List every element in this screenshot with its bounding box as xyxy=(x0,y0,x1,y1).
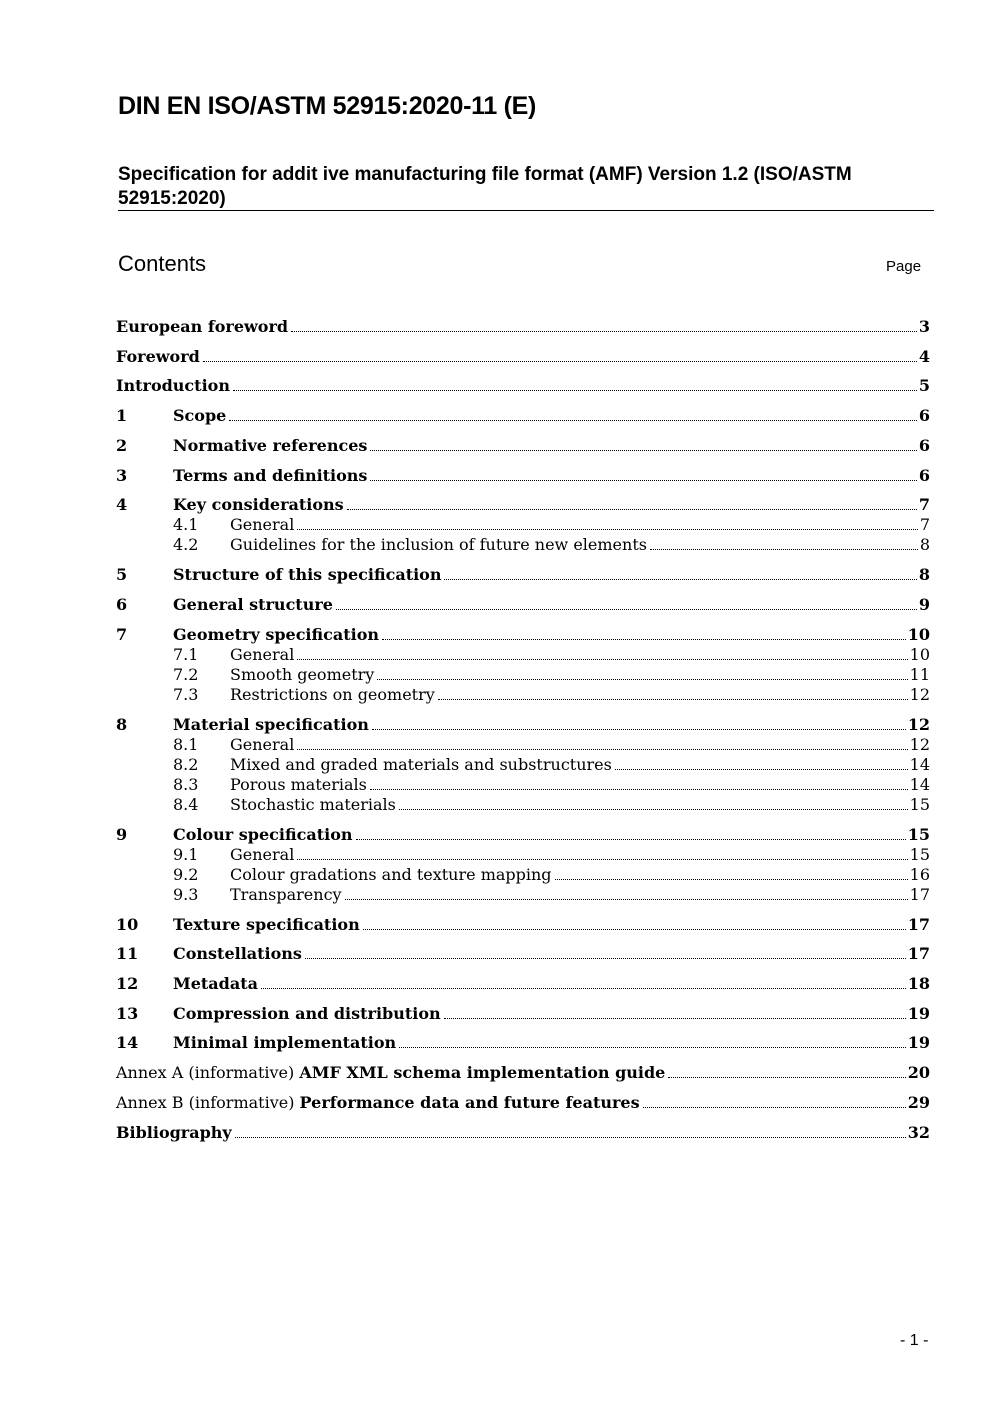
toc-entry-page: 4 xyxy=(918,346,930,366)
toc-entry[interactable] xyxy=(116,943,930,965)
toc-entry-number: 8.3 xyxy=(173,774,199,794)
toc-entry-number: 7 xyxy=(116,624,128,644)
toc-entry-number: 8.1 xyxy=(173,734,199,754)
toc-entry[interactable] xyxy=(116,775,930,795)
dot-leader xyxy=(399,809,908,810)
toc-entry[interactable] xyxy=(116,465,930,487)
dot-leader xyxy=(305,958,906,959)
toc-entry-title: Scope xyxy=(173,406,227,426)
annex-title: Performance data and future features xyxy=(299,1092,640,1112)
document-subtitle: Specification for addit ive manufacturing file format (AMF) Version 1.2 (ISO/ASTM 52915:2020) xyxy=(118,164,852,209)
toc-entry-number: 9.3 xyxy=(173,884,199,904)
dot-leader xyxy=(382,639,906,640)
toc-entry-page: 17 xyxy=(907,914,930,934)
page-column-heading: Page xyxy=(886,258,922,275)
toc-entry[interactable] xyxy=(116,714,930,736)
dot-leader xyxy=(203,361,917,362)
dot-leader xyxy=(347,509,917,510)
toc-entry-page: 12 xyxy=(907,714,930,734)
dot-leader xyxy=(297,529,917,530)
toc-entry-page: 19 xyxy=(907,1003,930,1023)
toc-entry-page: 6 xyxy=(918,465,930,485)
toc-entry[interactable] xyxy=(116,685,930,705)
toc-entry[interactable] xyxy=(116,624,930,646)
toc-entry-number: 13 xyxy=(116,1003,139,1023)
toc-entry-page: 15 xyxy=(909,794,930,814)
dot-leader xyxy=(444,579,916,580)
toc-entry-title: Transparency xyxy=(230,884,342,904)
toc-entry-title: Introduction xyxy=(116,376,230,396)
toc-entry-title: Smooth geometry xyxy=(230,664,375,684)
toc-entry[interactable] xyxy=(116,885,930,905)
toc-entry-page: 11 xyxy=(909,664,930,684)
toc-entry-number: 1 xyxy=(116,406,128,426)
toc-entry[interactable] xyxy=(116,594,930,616)
toc-entry-number: 14 xyxy=(116,1033,139,1053)
toc-entry[interactable] xyxy=(116,1003,930,1025)
toc-entry-title: Colour specification xyxy=(173,824,353,844)
toc-entry-title: Guidelines for the inclusion of future new elements xyxy=(230,535,647,555)
toc-entry-page: 32 xyxy=(907,1122,930,1142)
toc-entry-title: General xyxy=(230,844,295,864)
toc-entry-title: Porous materials xyxy=(230,774,367,794)
toc-entry-title xyxy=(116,1062,665,1084)
toc-entry[interactable] xyxy=(116,845,930,865)
dot-leader xyxy=(297,859,907,860)
toc-entry-number: 7.2 xyxy=(173,664,199,684)
toc-entry[interactable] xyxy=(116,564,930,586)
toc-entry-page: 19 xyxy=(907,1033,930,1053)
dot-leader xyxy=(363,929,906,930)
toc-entry-title: Foreword xyxy=(116,346,200,366)
toc-entry-title: Key considerations xyxy=(173,495,344,515)
toc-entry[interactable] xyxy=(116,375,930,397)
toc-entry-number: 4 xyxy=(116,495,128,515)
toc-entry-title: Colour gradations and texture mapping xyxy=(230,864,552,884)
toc-entry-page: 12 xyxy=(909,734,930,754)
toc-entry-title: General structure xyxy=(173,594,333,614)
toc-entry-title: General xyxy=(230,734,295,754)
dot-leader xyxy=(261,988,906,989)
toc-entry-page: 17 xyxy=(907,944,930,964)
toc-entry-title xyxy=(116,1092,640,1114)
toc-entry-number: 4.2 xyxy=(173,535,199,555)
toc-entry-page: 29 xyxy=(907,1092,930,1112)
toc-entry-page: 18 xyxy=(907,974,930,993)
toc-entry[interactable] xyxy=(116,494,930,516)
toc-entry-page: 17 xyxy=(909,884,930,904)
toc-entry-number: 10 xyxy=(116,914,139,934)
dot-leader xyxy=(336,609,917,610)
toc-entry-title: Terms and definitions xyxy=(173,465,368,485)
dot-leader xyxy=(370,480,916,481)
toc-entry-title: Compression and distribution xyxy=(173,1003,441,1023)
toc-entry-number: 8 xyxy=(116,714,128,734)
toc-entry[interactable] xyxy=(116,405,930,427)
dot-leader xyxy=(356,839,906,840)
toc-entry[interactable] xyxy=(116,755,930,775)
annex-title: AMF XML schema implementation guide xyxy=(299,1063,666,1083)
toc-entry-number: 9 xyxy=(116,824,128,844)
dot-leader xyxy=(668,1077,905,1078)
toc-entry-number: 8.4 xyxy=(173,794,199,814)
dot-leader xyxy=(372,729,906,730)
toc-entry-title: Structure of this specification xyxy=(173,565,442,585)
toc-entry-page: 12 xyxy=(909,684,930,704)
toc-entry[interactable] xyxy=(116,865,930,885)
toc-entry[interactable] xyxy=(116,435,930,457)
toc-entry-page: 14 xyxy=(909,754,930,774)
toc-entry-number: 2 xyxy=(116,435,128,455)
toc-entry-number: 9.1 xyxy=(173,844,199,864)
toc-entry[interactable] xyxy=(116,973,930,995)
toc-entry-page: 5 xyxy=(918,376,930,396)
toc-entry-page: 10 xyxy=(907,624,930,644)
toc-entry[interactable] xyxy=(116,1032,930,1054)
dot-leader xyxy=(377,679,907,680)
toc-entry-page: 6 xyxy=(918,406,930,426)
toc-entry[interactable] xyxy=(116,795,930,815)
toc-entry[interactable] xyxy=(116,645,930,665)
toc-entry-number: 3 xyxy=(116,465,128,485)
toc-entry-page: 8 xyxy=(919,535,930,555)
toc-entry[interactable] xyxy=(116,515,930,535)
toc-entry-number: 5 xyxy=(116,565,128,585)
toc-entry-title: Normative references xyxy=(173,435,368,455)
dot-leader xyxy=(444,1018,906,1019)
toc-entry-page: 16 xyxy=(909,864,930,884)
toc-entry[interactable] xyxy=(116,914,930,936)
toc-entry[interactable] xyxy=(116,824,930,846)
toc-entry-number: 7.3 xyxy=(173,684,199,704)
dot-leader xyxy=(345,899,908,900)
toc-entry-number: 9.2 xyxy=(173,864,199,884)
dot-leader xyxy=(370,450,916,451)
toc-entry[interactable] xyxy=(116,665,930,685)
toc-entry-page: 10 xyxy=(909,644,930,664)
toc-entry-page: 7 xyxy=(919,515,930,535)
toc-entry-title: Constellations xyxy=(173,944,302,964)
toc-entry[interactable] xyxy=(116,735,930,755)
toc-entry[interactable] xyxy=(116,1122,930,1144)
toc-entry[interactable] xyxy=(116,1092,930,1114)
toc-entry-page: 7 xyxy=(918,495,930,515)
dot-leader xyxy=(291,331,917,332)
toc-entry-page: 14 xyxy=(909,774,930,794)
toc-entry-number: 6 xyxy=(116,594,128,614)
dot-leader xyxy=(297,749,907,750)
toc-entry-page: 8 xyxy=(918,565,930,585)
dot-leader xyxy=(643,1107,906,1108)
toc-entry-page: 15 xyxy=(909,844,930,864)
annex-prefix: Annex A (informative) xyxy=(116,1063,300,1083)
toc-entry-title: Bibliography xyxy=(116,1122,232,1142)
toc-entry-number: 7.1 xyxy=(173,644,199,664)
dot-leader xyxy=(399,1047,906,1048)
toc-entry-number: 4.1 xyxy=(173,515,199,535)
toc-entry-page: 15 xyxy=(907,824,930,844)
contents-heading: Contents xyxy=(118,251,207,276)
dot-leader xyxy=(370,789,908,790)
dot-leader xyxy=(235,1137,906,1138)
annex-prefix: Annex B (informative) xyxy=(116,1092,300,1112)
dot-leader xyxy=(615,769,908,770)
toc-entry-title: Texture specification xyxy=(173,914,360,934)
toc-entry[interactable] xyxy=(116,535,930,555)
toc-entry-number: 12 xyxy=(116,974,139,993)
toc-entry-number: 11 xyxy=(116,944,139,964)
toc-entry-title: Mixed and graded materials and substructures xyxy=(230,754,612,774)
dot-leader xyxy=(438,699,908,700)
toc-entry-title: Geometry specification xyxy=(173,624,380,644)
dot-leader xyxy=(229,420,917,421)
toc-entry-title: European foreword xyxy=(116,317,289,336)
dot-leader xyxy=(555,879,908,880)
toc-entry-title: Material specification xyxy=(173,714,369,734)
toc-entry-title: Stochastic materials xyxy=(230,794,396,814)
toc-entry-title: Restrictions on geometry xyxy=(230,684,435,704)
toc-entry-number: 8.2 xyxy=(173,754,199,774)
dot-leader xyxy=(297,659,907,660)
toc-entry-title: Metadata xyxy=(173,974,258,993)
document-title: DIN EN ISO/ASTM 52915:2020-11 (E) xyxy=(118,92,537,120)
toc-entry[interactable] xyxy=(116,316,930,338)
dot-leader xyxy=(233,390,917,391)
toc-entry[interactable] xyxy=(116,1062,930,1084)
toc-entry[interactable] xyxy=(116,346,930,368)
toc-entry-page: 9 xyxy=(918,594,930,614)
toc-entry-title: General xyxy=(230,515,295,535)
dot-leader xyxy=(650,549,918,550)
footer-page-number: - 1 - xyxy=(900,1332,929,1349)
toc-entry-page: 3 xyxy=(918,317,930,336)
toc-entry-page: 20 xyxy=(907,1063,930,1083)
toc-entry-title: Minimal implementation xyxy=(173,1033,397,1053)
toc-entry-page: 6 xyxy=(918,435,930,455)
toc-entry-title: General xyxy=(230,644,295,664)
